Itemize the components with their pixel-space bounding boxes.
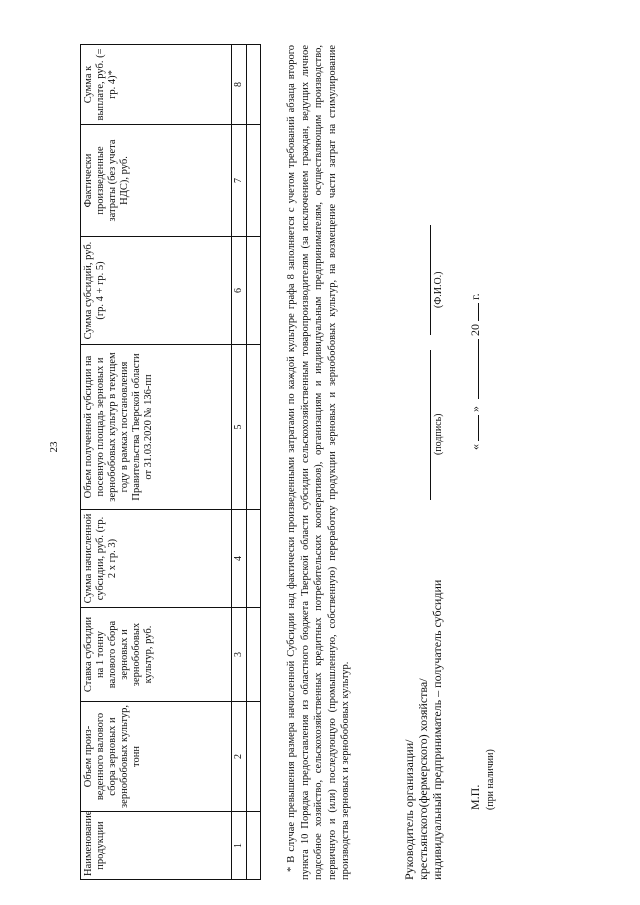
- day-blank: [468, 415, 479, 441]
- signatory-line-3: индивидуальный предприниматель – получатель субсидии: [430, 579, 444, 880]
- col-number-7: 7: [232, 125, 247, 237]
- col-header-7: Фактически произведенные затраты (без учета НДС), руб.: [81, 125, 232, 237]
- col-number-2: 2: [232, 702, 247, 812]
- table-cell: [247, 608, 261, 702]
- col-number-4: 4: [232, 510, 247, 608]
- table-cell: [247, 510, 261, 608]
- table-header-row: [81, 45, 232, 880]
- month-blank: [468, 339, 479, 399]
- column-number-row: [232, 45, 247, 880]
- col-header-5: Объем полученной субсидии на посевную площадь зерновых и зернобобовых культур в текущем году в рамках постановления Правительства Тверской области от 31.03.2020 № 136-пп: [81, 345, 232, 510]
- date-open-quote: «: [468, 444, 482, 450]
- table-cell: [247, 345, 261, 510]
- col-header-4: Сумма начисленной субсидии, руб. (гр. 2 x гр. 3): [81, 510, 232, 608]
- year-suffix: г.: [468, 293, 482, 300]
- signatory-line-1: Руководитель организации/: [402, 739, 416, 880]
- signatory-title: [402, 580, 444, 880]
- col-number-3: 3: [232, 608, 247, 702]
- date-field: [468, 293, 483, 450]
- table-row: [247, 45, 261, 880]
- year-prefix: 20: [468, 324, 482, 336]
- col-number-1: 1: [232, 812, 247, 880]
- name-label: (Ф.И.О.): [433, 271, 444, 308]
- col-header-3: Ставка субсидии на 1 тонну валового сбора зерновых и зернобобовых культур, руб.: [81, 608, 232, 702]
- stamp-placeholder: М.П.: [468, 784, 482, 810]
- year-blank: [468, 303, 479, 321]
- footnote: * В случае превышения размера начисленной Субсидии над фактически произведенными затратами по каждой культуре графа 8 заполняется с учетом требований абзаца второго пункта 10 Порядка предоставления из областного бюджета Тверской области субсидии сельскохозяйственным товаропроизводителям (за исключением граждан, ведущих личное подсобное хозяйство, сельскохозяйственных кредитных потребительских кооперативов), организациям и индивидуальным предпринимателям, осуществляющим производство, первичную и (или) последующую (промышленную, собственную) переработку продукции зерновых и зернобобовых культур, на возмещение части затрат на стимулирование производства зерновых и зернобобовых культур.: [286, 45, 352, 880]
- col-header-2: Объем произ-веденного валового сбора зерновых и зернобобовых культур, тонн: [81, 702, 232, 812]
- col-header-1: Наименование продукции: [81, 812, 232, 880]
- signature-label: (подпись): [433, 413, 444, 455]
- col-header-6: Сумма субсидий, руб. (гр. 4 + гр. 5): [81, 237, 232, 345]
- signature-line: [430, 350, 431, 500]
- col-number-6: 6: [232, 237, 247, 345]
- table-cell: [247, 125, 261, 237]
- subsidy-table: [80, 44, 261, 880]
- col-number-5: 5: [232, 345, 247, 510]
- date-close-quote: »: [468, 406, 482, 412]
- signatory-line-2: крестьянского(фермерского) хозяйства/: [416, 678, 430, 880]
- rotated-page-content: [80, 45, 540, 880]
- table-cell: [247, 237, 261, 345]
- table-cell: [247, 45, 261, 125]
- table-cell: [247, 702, 261, 812]
- name-line: [430, 225, 431, 335]
- page-number: 23: [48, 441, 60, 453]
- col-number-8: 8: [232, 45, 247, 125]
- col-header-8: Сумма к выплате, руб. (= гр. 4)*: [81, 45, 232, 125]
- stamp-note: (при наличии): [485, 749, 496, 810]
- table-cell: [247, 812, 261, 880]
